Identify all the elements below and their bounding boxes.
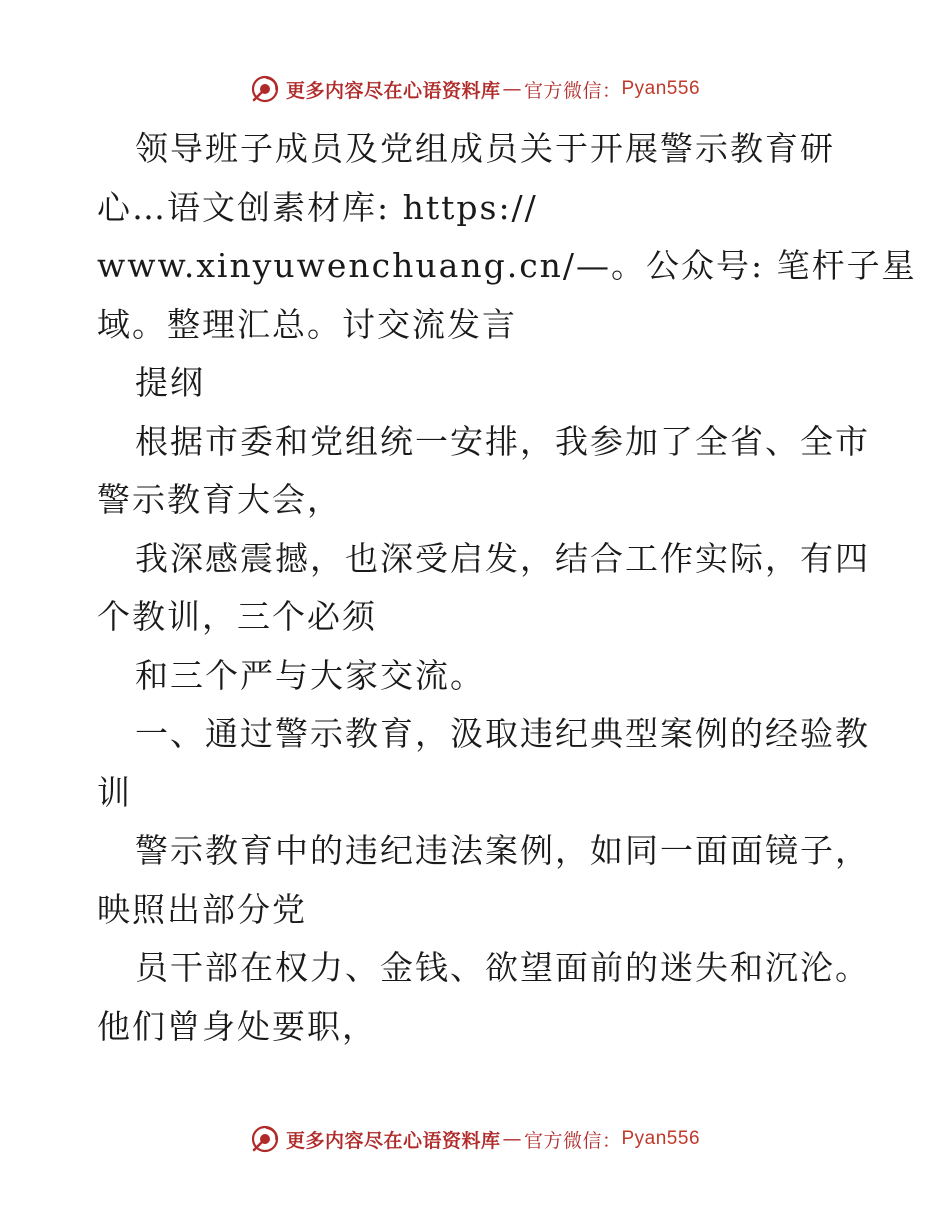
text-line: 根据市委和党组统一安排，我参加了全省、全市 xyxy=(135,421,870,461)
text-line: 域。整理汇总。讨交流发言 xyxy=(97,304,517,344)
text-line: 警示教育中的违纪违法案例，如同一面面镜子， xyxy=(135,831,870,870)
watermark-account-label: 官方微信： xyxy=(523,79,622,102)
text-line: 和三个严与大家交流。 xyxy=(135,655,485,695)
watermark-separator: — xyxy=(502,1128,522,1150)
text-line: 提纲 xyxy=(135,363,205,402)
text-line: www.xinyuwenchuang.cn/—。公众号: 笔杆子星 xyxy=(97,246,917,285)
text-line: 我深感震撼，也深受启发，结合工作实际，有四 xyxy=(135,538,870,578)
text-line: 心…语文创素材库: https:// xyxy=(97,187,538,227)
text-line: 个教训，三个必须 xyxy=(97,597,377,636)
section-heading-line: 一、通过警示教育，汲取违纪典型案例的经验教 xyxy=(135,714,870,753)
quill-seal-icon xyxy=(250,74,280,104)
watermark-main-text: 更多内容尽在心语资料库 xyxy=(285,1129,501,1152)
footer-watermark xyxy=(0,1124,950,1154)
text-line: 他们曾身处要职， xyxy=(97,1006,377,1046)
watermark-separator: — xyxy=(502,78,522,100)
header-watermark xyxy=(0,74,950,104)
watermark-account-label: 官方微信： xyxy=(523,1129,622,1152)
text-line: 员干部在权力、金钱、欲望面前的迷失和沉沦。 xyxy=(135,948,870,987)
section-heading-line: 训 xyxy=(97,772,132,812)
text-line: 领导班子成员及党组成员关于开展警示教育研 xyxy=(135,129,835,168)
watermark-account-id: Pyan556 xyxy=(621,1128,701,1149)
watermark-account-id: Pyan556 xyxy=(621,78,701,99)
document-body xyxy=(97,120,917,1056)
quill-seal-icon xyxy=(250,1124,280,1154)
text-line: 警示教育大会， xyxy=(97,480,342,519)
text-line: 映照出部分党 xyxy=(97,889,307,929)
watermark-main-text: 更多内容尽在心语资料库 xyxy=(285,79,501,102)
